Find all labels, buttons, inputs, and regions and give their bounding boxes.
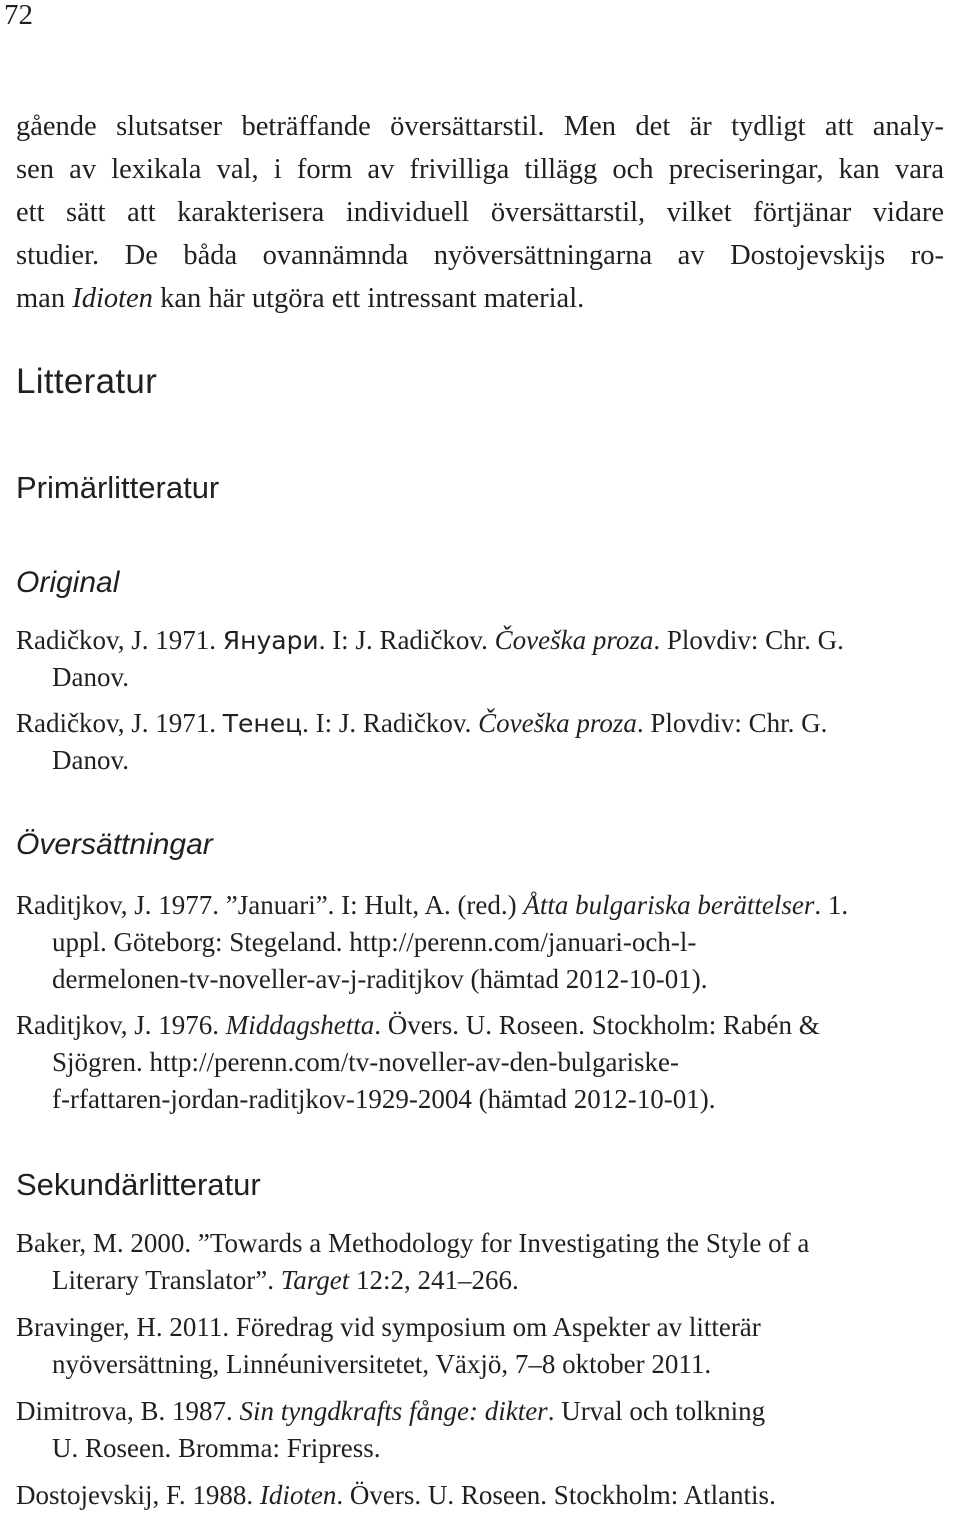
- ref-text: nyöversättning, Linnéuniversitetet, Växjö, 7–8 oktober 2011.: [52, 1349, 712, 1379]
- ref-italic-title: Target: [280, 1265, 350, 1295]
- ref-italic-title: Sin tyngdkrafts fånge: dikter: [239, 1396, 548, 1426]
- ref-italic-title: Idioten: [259, 1480, 337, 1510]
- subheading-original: Original: [16, 566, 120, 599]
- reference-entry: [16, 1007, 960, 1118]
- page-number: 72: [4, 0, 33, 31]
- ref-text: . Plovdiv: Chr. G.: [636, 708, 828, 738]
- book-title: Idioten: [72, 283, 153, 314]
- ref-text: Raditjkov, J. 1976.: [16, 1010, 226, 1040]
- ref-text: dermelonen-tv-noveller-av-j-raditjkov (hämtad 2012-10-01).: [52, 964, 708, 994]
- ref-italic-title: Middagshetta: [225, 1010, 375, 1040]
- ref-text: Dimitrova, B. 1987.: [16, 1396, 240, 1426]
- ref-text: Radičkov, J. 1971.: [16, 708, 223, 738]
- ref-text: . I: J. Radičkov.: [302, 708, 479, 738]
- ref-text: . Plovdiv: Chr. G.: [653, 625, 844, 655]
- ref-text: Dostojevskij, F. 1988.: [16, 1480, 260, 1510]
- reference-entry: [16, 622, 960, 696]
- ref-italic-title: Čoveška proza: [478, 708, 637, 738]
- reference-entry: [16, 705, 960, 779]
- reference-entry: [16, 1393, 960, 1467]
- paragraph-line: [16, 279, 944, 319]
- reference-entry: [16, 887, 960, 998]
- ref-text: Literary Translator”.: [52, 1265, 281, 1295]
- ref-text: Raditjkov, J. 1977. ”Januari”. I: Hult, A. (red.): [16, 890, 524, 920]
- reference-entry: [16, 1225, 960, 1299]
- ref-text: . Urval och tolkning: [547, 1396, 766, 1426]
- subheading-oversattningar: Översättningar: [16, 828, 213, 861]
- ref-text: uppl. Göteborg: Stegeland. http://perenn.com/januari-och-l-: [52, 927, 697, 957]
- paragraph-text: man: [16, 283, 73, 314]
- ref-text: 12:2, 241–266.: [349, 1265, 519, 1295]
- paragraph-text: kan här utgöra ett intressant material.: [152, 283, 585, 314]
- paragraph-line: ett sätt att karakterisera individuell översättarstil, vilket förtjänar vidare: [16, 197, 944, 228]
- ref-text: Bravinger, H. 2011. Föredrag vid symposium om Aspekter av litterär: [16, 1312, 761, 1342]
- ref-text: . Övers. U. Roseen. Stockholm: Rabén &: [374, 1010, 820, 1040]
- ref-italic-title: Åtta bulgariska berättelser: [523, 890, 815, 920]
- ref-italic-title: Čoveška proza: [494, 625, 654, 655]
- reference-entry: [16, 1309, 960, 1383]
- ref-text: Baker, M. 2000. ”Towards a Methodology for Investigating the Style of a: [16, 1228, 810, 1258]
- ref-cyrillic-title: Тенец: [222, 709, 303, 738]
- ref-text: . Övers. U. Roseen. Stockholm: Atlantis.: [336, 1480, 776, 1510]
- subheading-sekundarlitteratur: Sekundärlitteratur: [16, 1167, 261, 1202]
- ref-text: U. Roseen. Bromma: Fripress.: [52, 1433, 381, 1463]
- ref-cyrillic-title: Януари: [222, 626, 319, 655]
- ref-text: Sjögren. http://perenn.com/tv-noveller-av-den-bulgariske-: [52, 1047, 680, 1077]
- paragraph-line: studier. De båda ovannämnda nyöversättningarna av Dostojevskijs ro-: [16, 240, 944, 271]
- paragraph-line: sen av lexikala val, i form av frivilliga tillägg och preciseringar, kan vara: [16, 154, 944, 185]
- ref-text: f-rfattaren-jordan-raditjkov-1929-2004 (hämtad 2012-10-01).: [52, 1084, 716, 1114]
- ref-text: Radičkov, J. 1971.: [16, 625, 223, 655]
- ref-text: . 1.: [814, 890, 849, 920]
- ref-text: . I: J. Radičkov.: [318, 625, 495, 655]
- reference-entry: [16, 1477, 960, 1514]
- section-heading-litteratur: Litteratur: [16, 362, 158, 401]
- ref-text: Danov.: [52, 745, 129, 775]
- subheading-primarlitteratur: Primärlitteratur: [16, 470, 220, 505]
- ref-text: Danov.: [52, 662, 129, 692]
- paragraph-line: gående slutsatser beträffande översättarstil. Men det är tydligt att analy-: [16, 111, 944, 142]
